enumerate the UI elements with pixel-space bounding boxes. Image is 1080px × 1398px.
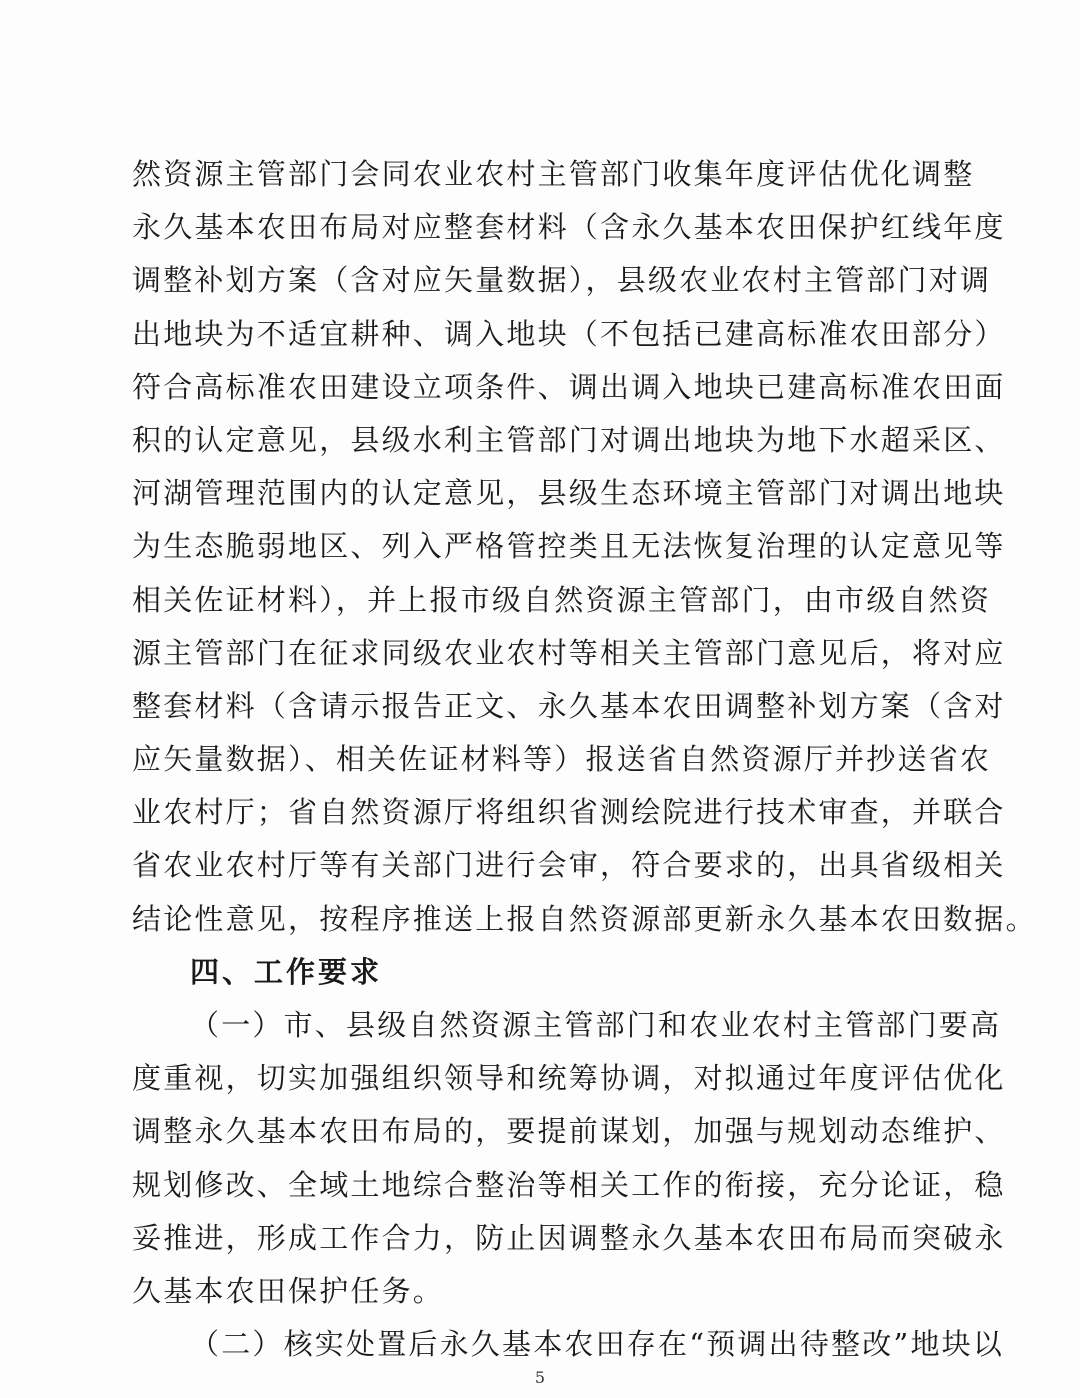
text-line: 省农业农村厅等有关部门进行会审，符合要求的，出具省级相关 [132,848,1006,883]
text-line: 业农村厅；省自然资源厅将组织省测绘院进行技术审查，并联合 [132,795,1006,830]
text-line: 应矢量数据）、相关佐证材料等）报送省自然资源厅并抄送省农 [132,742,992,777]
text-line: 度重视，切实加强组织领导和统筹协调，对拟通过年度评估优化 [132,1061,1006,1096]
text-line: 然资源主管部门会同农业农村主管部门收集年度评估优化调整 [132,157,975,191]
text-line: 源主管部门在征求同级农业农村等相关主管部门意见后，将对应 [132,635,1006,670]
text-line: 符合高标准农田建设立项条件、调出调入地块已建高标准农田面 [132,369,1006,404]
text-line: 规划修改、全域土地综合整治等相关工作的衔接，充分论证，稳 [132,1167,1006,1202]
text-line: 调整永久基本农田布局的，要提前谋划，加强与规划动态维护、 [132,1114,1006,1149]
text-line: 永久基本农田布局对应整套材料（含永久基本农田保护红线年度 [132,210,1006,245]
text-line: 久基本农田保护任务。 [132,1273,445,1308]
text-line: （一）市、县级自然资源主管部门和农业农村主管部门要高 [190,1008,1002,1042]
text-line: 整套材料（含请示报告正文、永久基本农田调整补划方案（含对 [132,688,1006,723]
text-line: 河湖管理范围内的认定意见，县级生态环境主管部门对调出地块 [132,476,1006,511]
text-line: （二）核实处置后永久基本农田存在“预调出待整改”地块以 [190,1327,1005,1362]
section-heading: 四、工作要求 [190,954,383,989]
text-line: 为生态脆弱地区、列入严格管控类且无法恢复治理的认定意见等 [132,529,1006,564]
body-text [132,148,1037,1371]
text-line: 调整补划方案（含对应矢量数据），县级农业农村主管部门对调 [132,263,992,298]
page-number: 5 [534,1368,546,1387]
text-line: 出地块为不适宜耕种、调入地块（不包括已建高标准农田部分） [132,316,1006,351]
text-line: 妥推进，形成工作合力，防止因调整永久基本农田布局而突破永 [132,1220,1006,1255]
text-line: 相关佐证材料），并上报市级自然资源主管部门，由市级自然资 [132,582,992,617]
text-line: 结论性意见，按程序推送上报自然资源部更新永久基本农田数据。 [132,901,1037,936]
text-line: 积的认定意见，县级水利主管部门对调出地块为地下水超采区、 [132,422,1006,457]
